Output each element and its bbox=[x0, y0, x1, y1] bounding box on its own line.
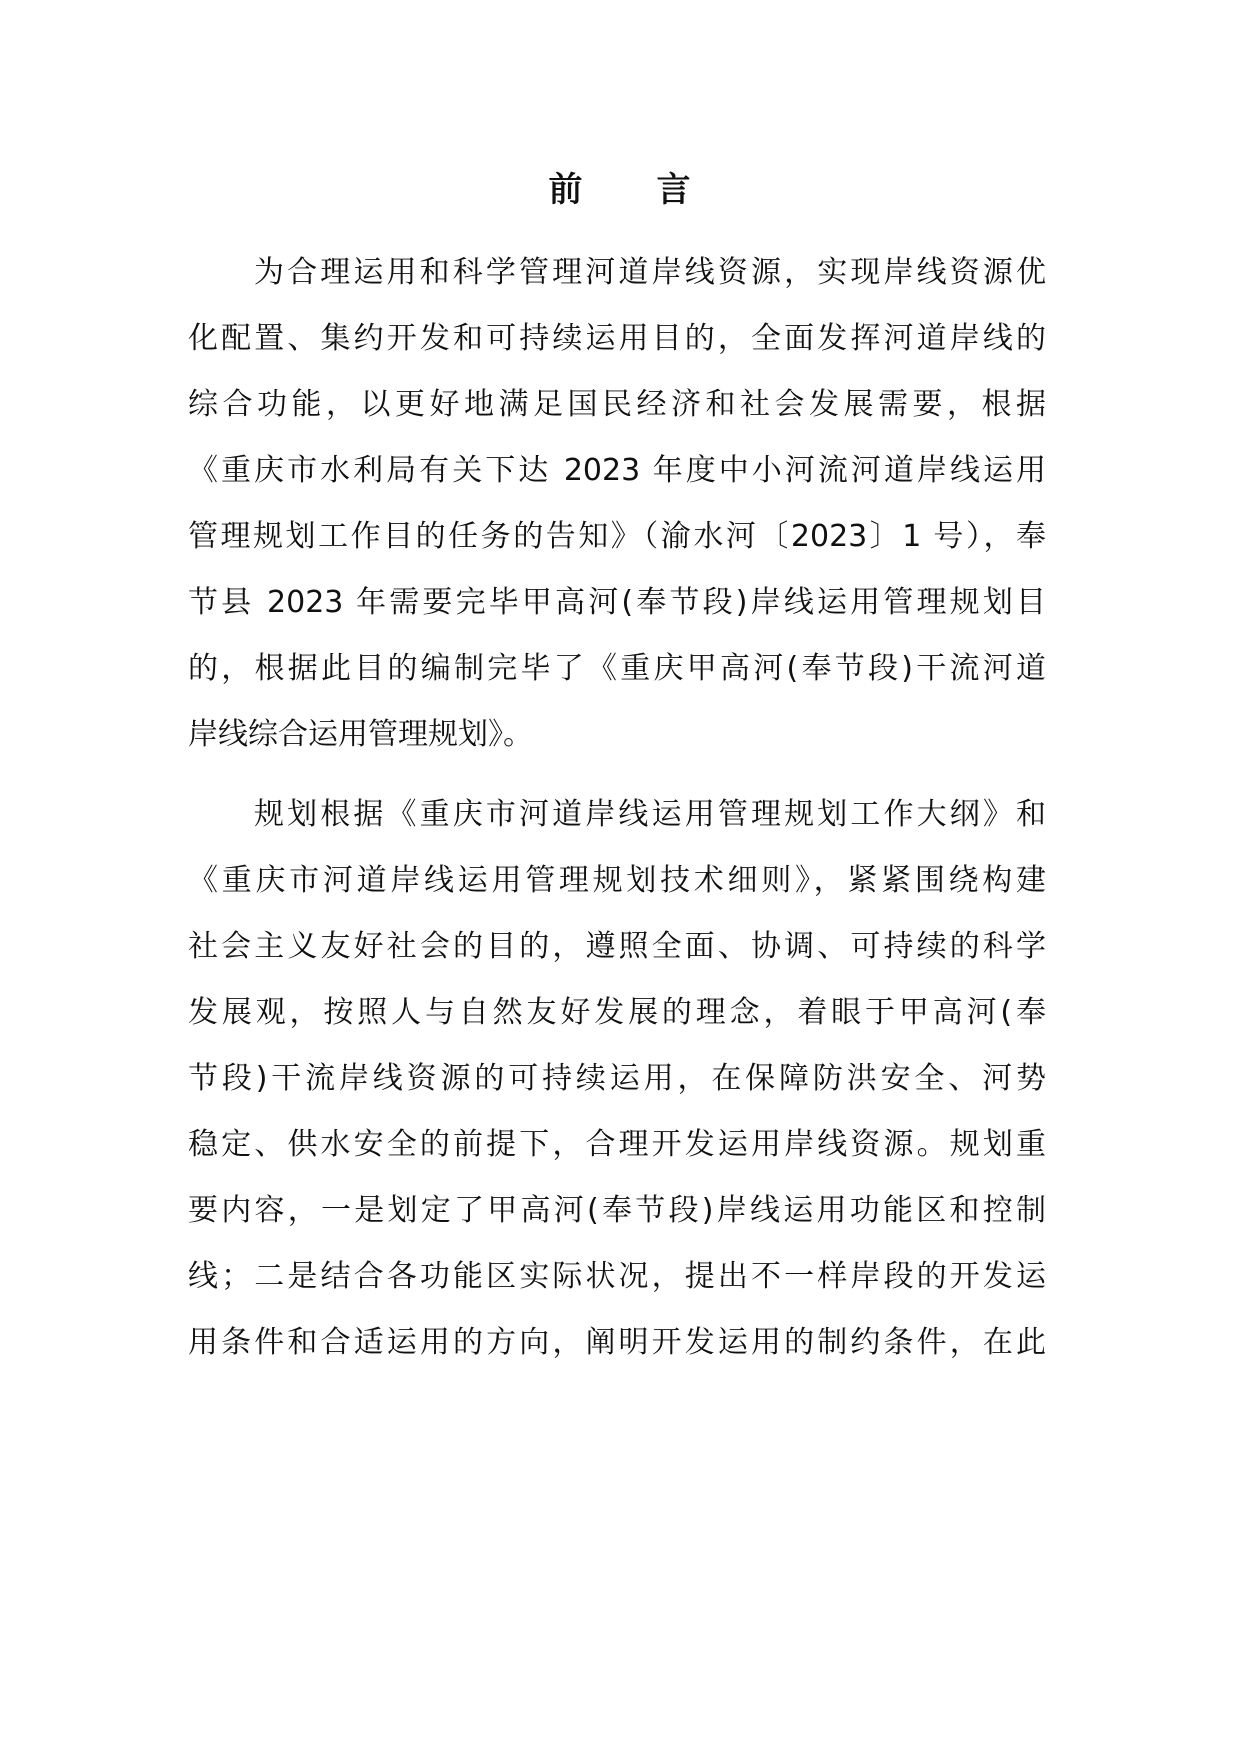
text-line: 岸线综合运用管理规划》。 bbox=[188, 717, 533, 752]
text-line: 为合理运用和科学管理河道岸线资源，实现岸线资源优 bbox=[254, 255, 1046, 290]
text-line: 《重庆市河道岸线运用管理规划技术细则》，紧紧围绕构建 bbox=[188, 863, 1046, 898]
text-line: 节段)干流岸线资源的可持续运用，在保障防洪安全、河势 bbox=[188, 1061, 1046, 1096]
text-line: 节县 2023 年需要完毕甲高河(奉节段)岸线运用管理规划目 bbox=[188, 585, 1046, 620]
text-line: 综合功能，以更好地满足国民经济和社会发展需要，根据 bbox=[188, 387, 1046, 422]
text-line: 管理规划工作目的任务的告知》（渝水河〔2023〕1 号），奉 bbox=[188, 519, 1046, 554]
text-line: 化配置、集约开发和可持续运用目的，全面发挥河道岸线的 bbox=[188, 321, 1046, 356]
page-title: 前 言 bbox=[548, 170, 693, 210]
text-line: 稳定、供水安全的前提下，合理开发运用岸线资源。规划重 bbox=[188, 1127, 1046, 1162]
text-line: 《重庆市水利局有关下达 2023 年度中小河流河道岸线运用 bbox=[188, 453, 1046, 488]
text-line: 规划根据《重庆市河道岸线运用管理规划工作大纲》和 bbox=[254, 797, 1046, 832]
text-line: 线；二是结合各功能区实际状况，提出不一样岸段的开发运 bbox=[188, 1259, 1046, 1294]
paragraph-1 bbox=[188, 240, 1046, 768]
text-line: 要内容，一是划定了甲高河(奉节段)岸线运用功能区和控制 bbox=[188, 1193, 1046, 1228]
body-text bbox=[188, 240, 1046, 1390]
text-line: 发展观，按照人与自然友好发展的理念，着眼于甲高河(奉 bbox=[188, 995, 1046, 1030]
paragraph-2 bbox=[188, 782, 1046, 1376]
text-line: 的，根据此目的编制完毕了《重庆甲高河(奉节段)干流河道 bbox=[188, 651, 1046, 686]
text-line: 社会主义友好社会的目的，遵照全面、协调、可持续的科学 bbox=[188, 929, 1046, 964]
text-line: 用条件和合适运用的方向，阐明开发运用的制约条件，在此 bbox=[188, 1325, 1046, 1360]
